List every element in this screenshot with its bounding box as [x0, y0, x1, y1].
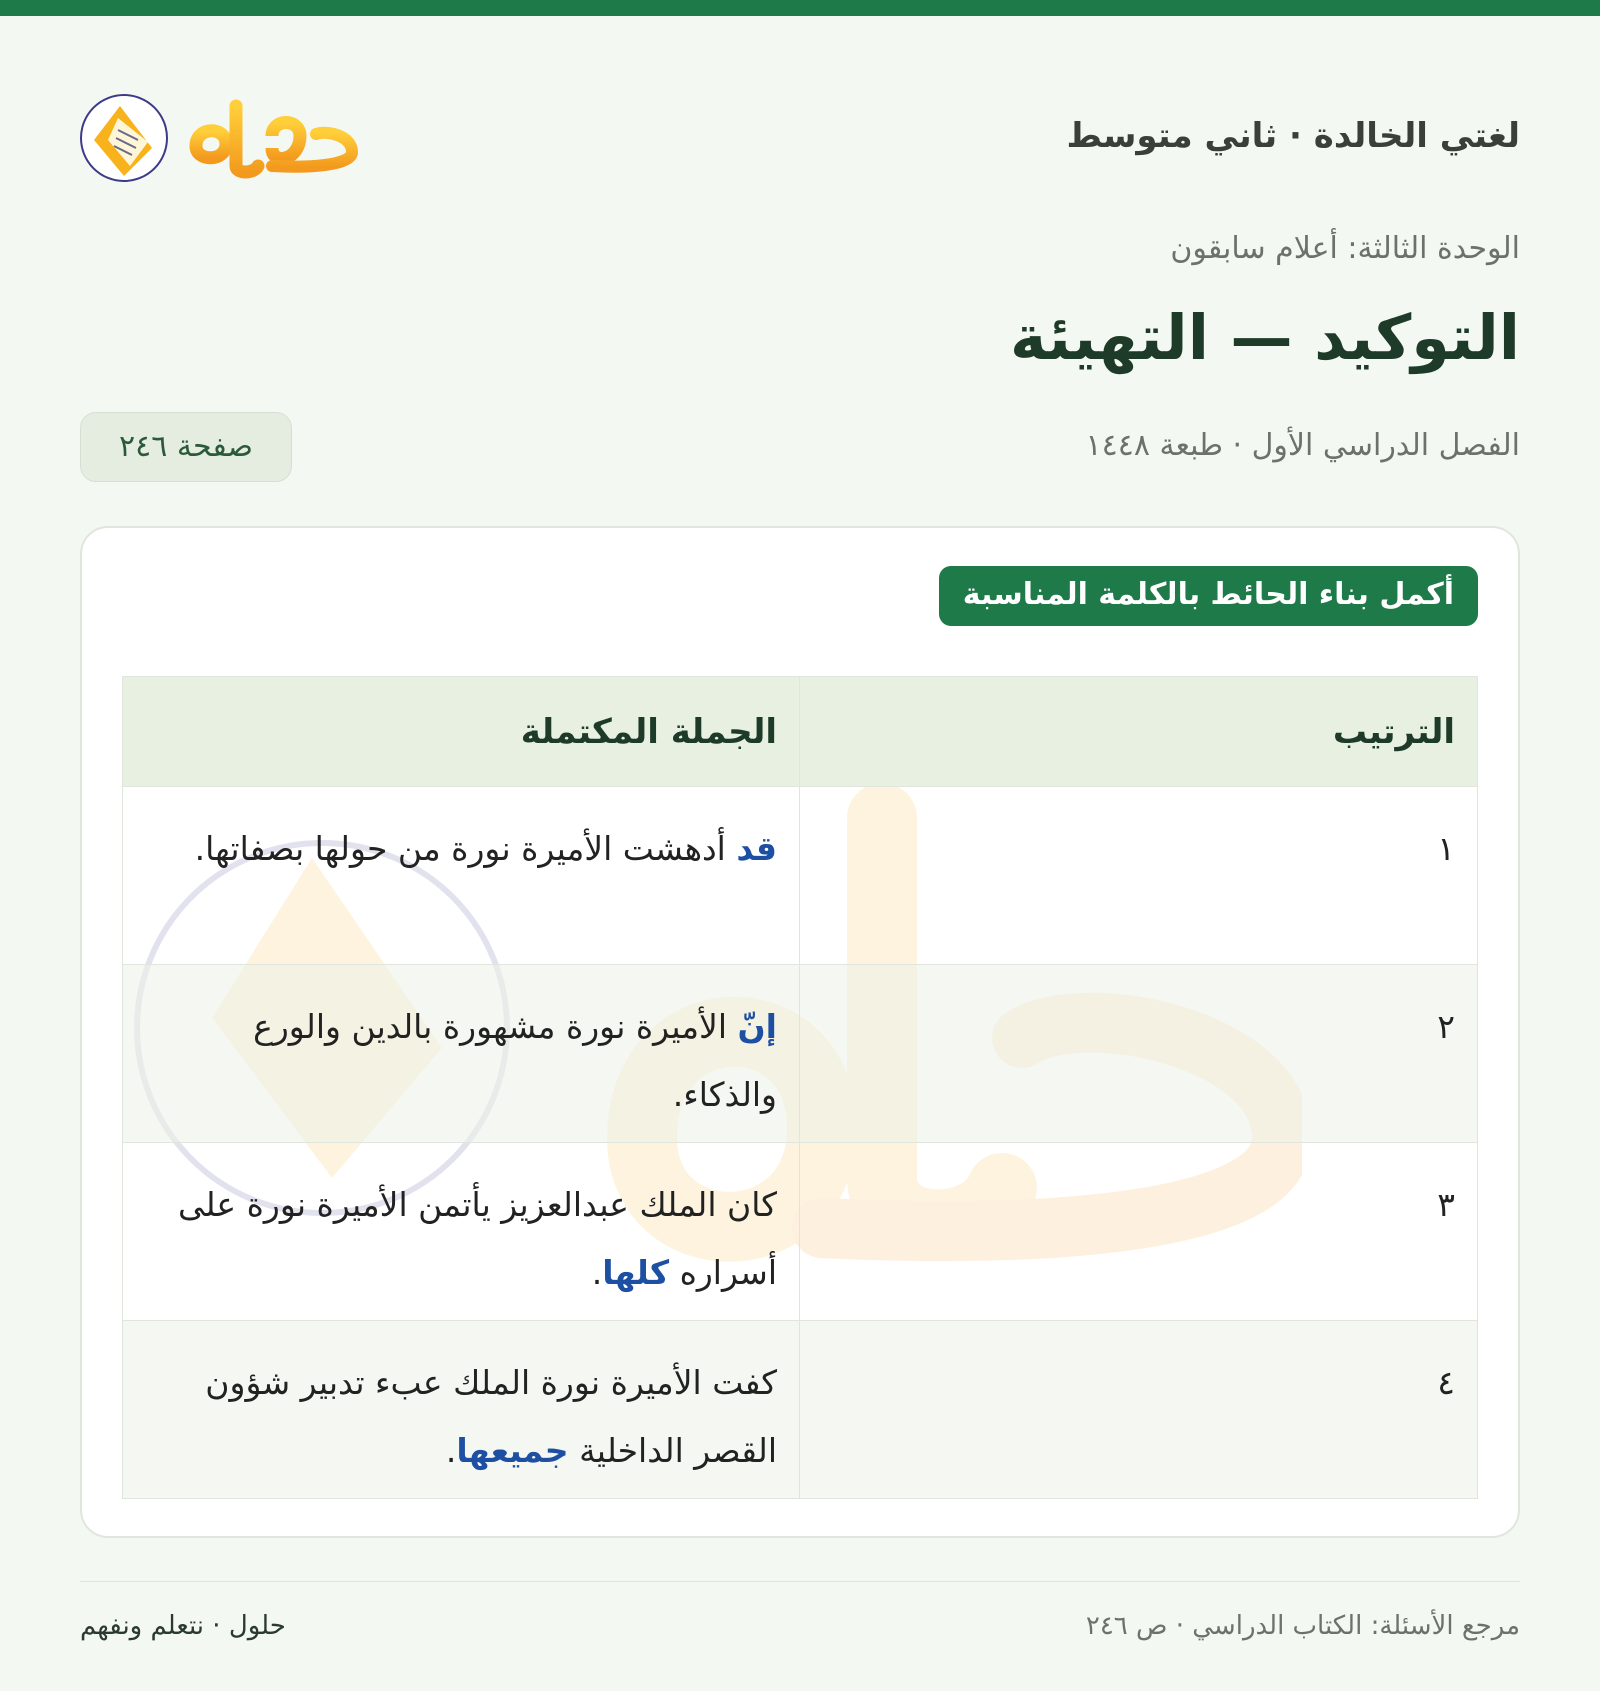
sentence-before: كفت الأميرة نورة الملك عبء تدبير شؤون القصر الداخلية: [205, 1363, 777, 1470]
book-title: لغتي الخالدة · ثاني متوسط: [1066, 116, 1520, 156]
sentence-cell: [123, 787, 800, 965]
column-header-order: الترتيب: [800, 677, 1478, 787]
footer-brand[interactable]: حلول · نتعلم ونفهم: [80, 1611, 286, 1641]
sentence-after: أدهشت الأميرة نورة من حولها بصفاتها.: [194, 829, 737, 868]
instruction-label: أكمل بناء الحائط بالكلمة المناسبة: [939, 566, 1478, 626]
table-row: [123, 965, 1478, 1143]
highlighted-word: قد: [736, 829, 777, 868]
term-label: الفصل الدراسي الأول · طبعة ١٤٤٨: [1085, 428, 1520, 463]
sentence-before: كان الملك عبدالعزيز يأتمن الأميرة نورة على أسراره: [177, 1185, 777, 1292]
table-row: [123, 787, 1478, 965]
unit-label: الوحدة الثالثة: أعلام سابقون: [1170, 231, 1520, 266]
logo-wordmark: [176, 86, 366, 182]
table-row: [123, 1321, 1478, 1499]
sentence-cell: [123, 1321, 800, 1499]
top-accent-bar: [0, 0, 1600, 16]
footer-divider: [80, 1581, 1520, 1582]
logo-book-icon: [80, 94, 168, 182]
exercise-card: [80, 526, 1520, 1538]
highlighted-word: جميعها: [456, 1431, 569, 1470]
table-row: [123, 1143, 1478, 1321]
row-number: ٢: [800, 965, 1478, 1143]
header: [80, 86, 1520, 182]
row-number: ٤: [800, 1321, 1478, 1499]
row-number: ٣: [800, 1143, 1478, 1321]
sentence-after: .: [445, 1431, 457, 1470]
column-header-sentence: الجملة المكتملة: [123, 677, 800, 787]
sentence-cell: [123, 1143, 800, 1321]
row-number: ١: [800, 787, 1478, 965]
sentence-after: .: [591, 1253, 603, 1292]
footer-reference: مرجع الأسئلة: الكتاب الدراسي · ص ٢٤٦: [1085, 1611, 1520, 1641]
table-header-row: [123, 677, 1478, 787]
page-number-badge[interactable]: صفحة ٢٤٦: [80, 412, 292, 482]
logo[interactable]: [80, 86, 370, 182]
sentence-cell: [123, 965, 800, 1143]
highlighted-word: إنّ: [737, 1007, 777, 1046]
highlighted-word: كلها: [602, 1253, 670, 1292]
page: [80, 16, 1520, 1691]
answers-table: [122, 676, 1478, 1499]
sentence-after: الأميرة نورة مشهورة بالدين والورع والذكاء.: [253, 1007, 777, 1114]
page-title: التوكيد — التهيئة: [1009, 301, 1520, 374]
